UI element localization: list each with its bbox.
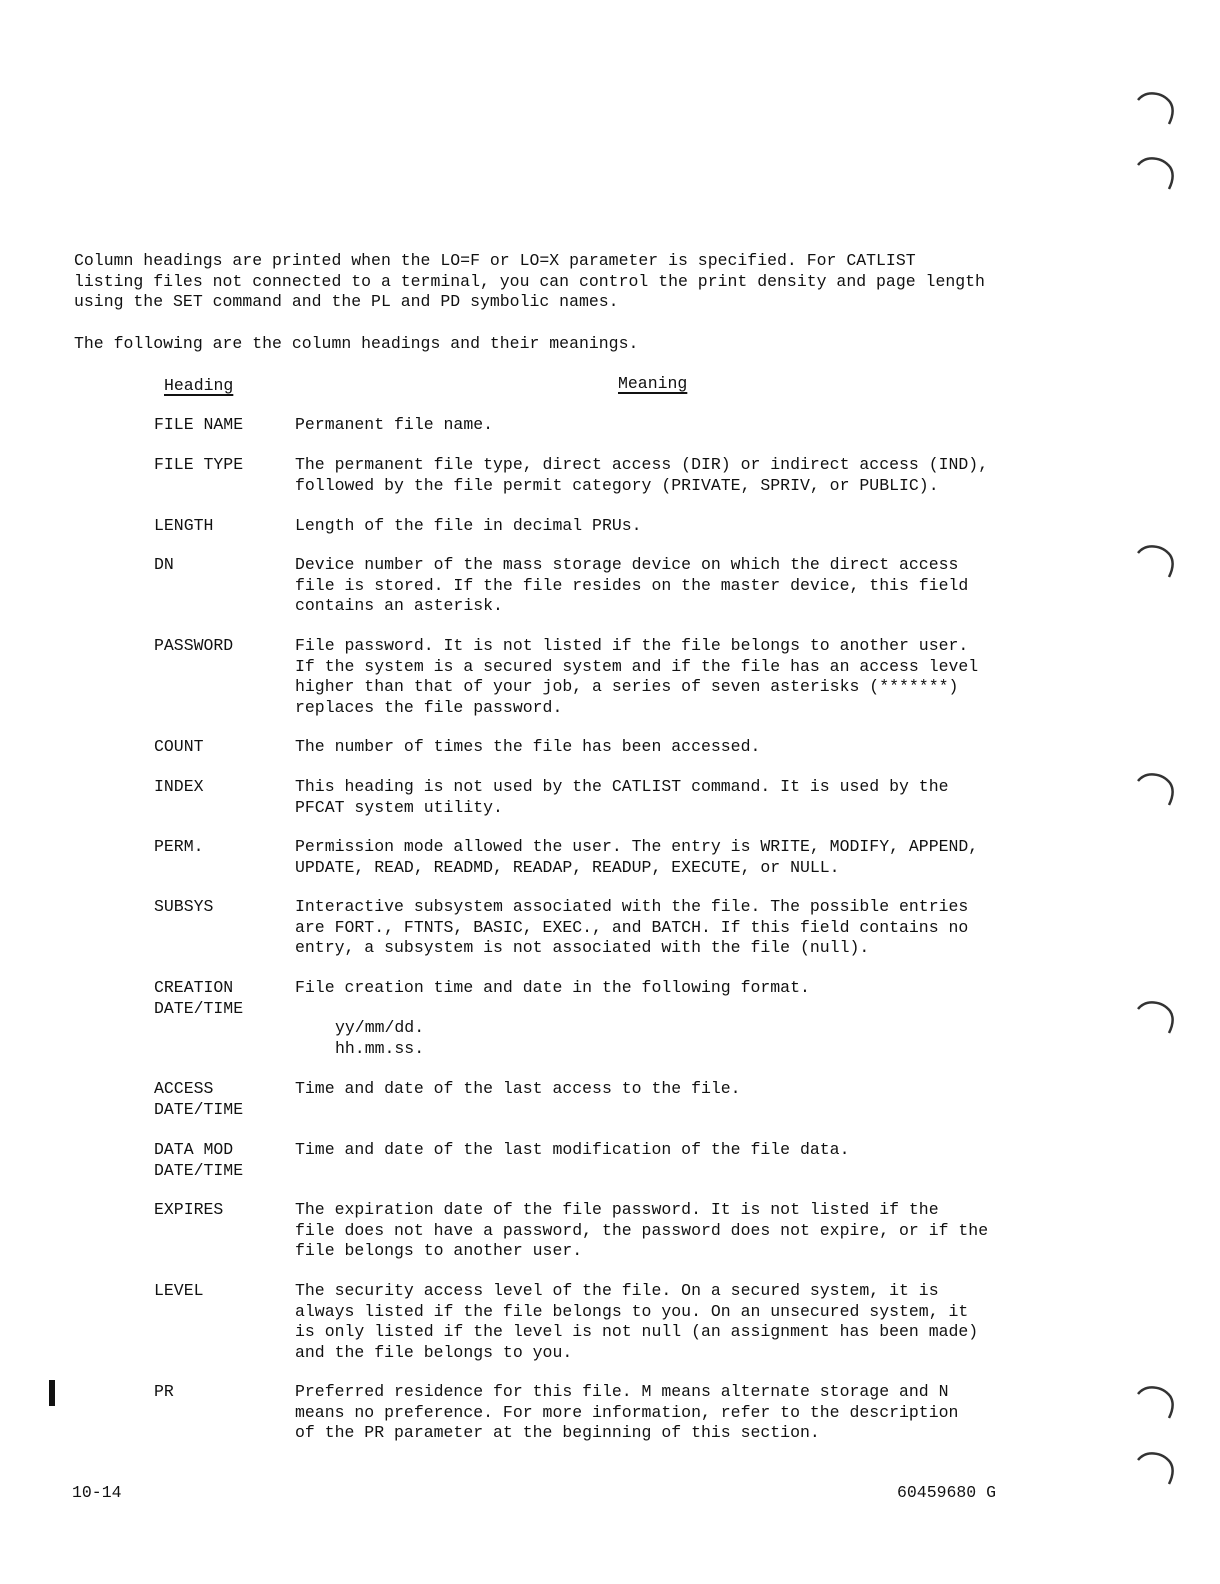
row-term: ACCESS DATE/TIME bbox=[154, 1079, 244, 1119]
row-term: DN bbox=[154, 555, 174, 574]
row-definition: Preferred residence for this file. M means alternate storage and N means no preference. For more information, refer to the description of the PR parameter at the beginning of this section. bbox=[295, 1382, 959, 1442]
intro-paragraph: Column headings are printed when the LO=F or LO=X parameter is specified. For CATLIST listing files not connected to a terminal, you can control the print density and page length using the SET command and the PL and PD symbolic names. bbox=[74, 251, 985, 311]
row-term: COUNT bbox=[154, 737, 204, 756]
row-definition: Permission mode allowed the user. The entry is WRITE, MODIFY, APPEND, UPDATE, READ, READMD, READAP, READUP, EXECUTE, or NULL. bbox=[295, 837, 979, 877]
row-definition: File creation time and date in the following format. bbox=[295, 978, 810, 997]
row-definition: Time and date of the last modification of the file data. bbox=[295, 1140, 850, 1159]
row-definition: Length of the file in decimal PRUs. bbox=[295, 516, 642, 535]
row-term: FILE TYPE bbox=[154, 455, 244, 474]
row-term: INDEX bbox=[154, 777, 204, 796]
row-definition: The number of times the file has been accessed. bbox=[295, 737, 761, 756]
punch-hole-mark-icon bbox=[1136, 769, 1176, 811]
row-term: FILE NAME bbox=[154, 415, 244, 434]
column-meaning-label: Meaning bbox=[618, 374, 688, 393]
row-definition: File password. It is not listed if the file belongs to another user. If the system is a secured system and if the file has an access level higher than that of your job, a series of seven asterisks (*******) replaces the file password. bbox=[295, 636, 979, 717]
row-definition: Time and date of the last access to the file. bbox=[295, 1079, 741, 1098]
row-term: CREATION DATE/TIME bbox=[154, 978, 244, 1018]
row-term: LEVEL bbox=[154, 1281, 204, 1300]
row-definition: Permanent file name. bbox=[295, 415, 494, 434]
change-bar-icon bbox=[49, 1380, 55, 1406]
punch-hole-mark-icon bbox=[1136, 997, 1176, 1039]
punch-hole-mark-icon bbox=[1136, 541, 1176, 583]
punch-hole-mark-icon bbox=[1136, 1448, 1176, 1490]
punch-hole-mark-icon bbox=[1136, 88, 1176, 130]
row-term: DATA MOD DATE/TIME bbox=[154, 1140, 244, 1180]
column-heading-label: Heading bbox=[164, 376, 234, 395]
row-term: PASSWORD bbox=[154, 636, 234, 655]
intro-lead-in: The following are the column headings and their meanings. bbox=[74, 334, 639, 353]
row-term: PR bbox=[154, 1382, 174, 1401]
row-definition: The expiration date of the file password. It is not listed if the file does not have a password, the password does not expire, or if the file belongs to another user. bbox=[295, 1200, 989, 1260]
date-time-format: yy/mm/dd. hh.mm.ss. bbox=[335, 1018, 425, 1058]
row-definition: This heading is not used by the CATLIST command. It is used by the PFCAT system utility. bbox=[295, 777, 949, 817]
row-term: LENGTH bbox=[154, 516, 214, 535]
punch-hole-mark-icon bbox=[1136, 1382, 1176, 1424]
row-definition: Device number of the mass storage device on which the direct access file is stored. If the file resides on the master device, this field contains an asterisk. bbox=[295, 555, 969, 615]
row-definition: The security access level of the file. On a secured system, it is always listed if the file belongs to you. On an unsecured system, it is only listed if the level is not null (an assignment has been made) and the file belongs to you. bbox=[295, 1281, 979, 1362]
page-number: 10-14 bbox=[72, 1483, 122, 1502]
document-number: 60459680 G bbox=[897, 1483, 997, 1502]
punch-hole-mark-icon bbox=[1136, 153, 1176, 195]
row-term: EXPIRES bbox=[154, 1200, 224, 1219]
row-definition: The permanent file type, direct access (DIR) or indirect access (IND), followed by the file permit category (PRIVATE, SPRIV, or PUBLIC). bbox=[295, 455, 989, 495]
row-term: SUBSYS bbox=[154, 897, 214, 916]
row-term: PERM. bbox=[154, 837, 204, 856]
row-definition: Interactive subsystem associated with the file. The possible entries are FORT., FTNTS, BASIC, EXEC., and BATCH. If this field contains no entry, a subsystem is not associated with the file (null). bbox=[295, 897, 969, 957]
